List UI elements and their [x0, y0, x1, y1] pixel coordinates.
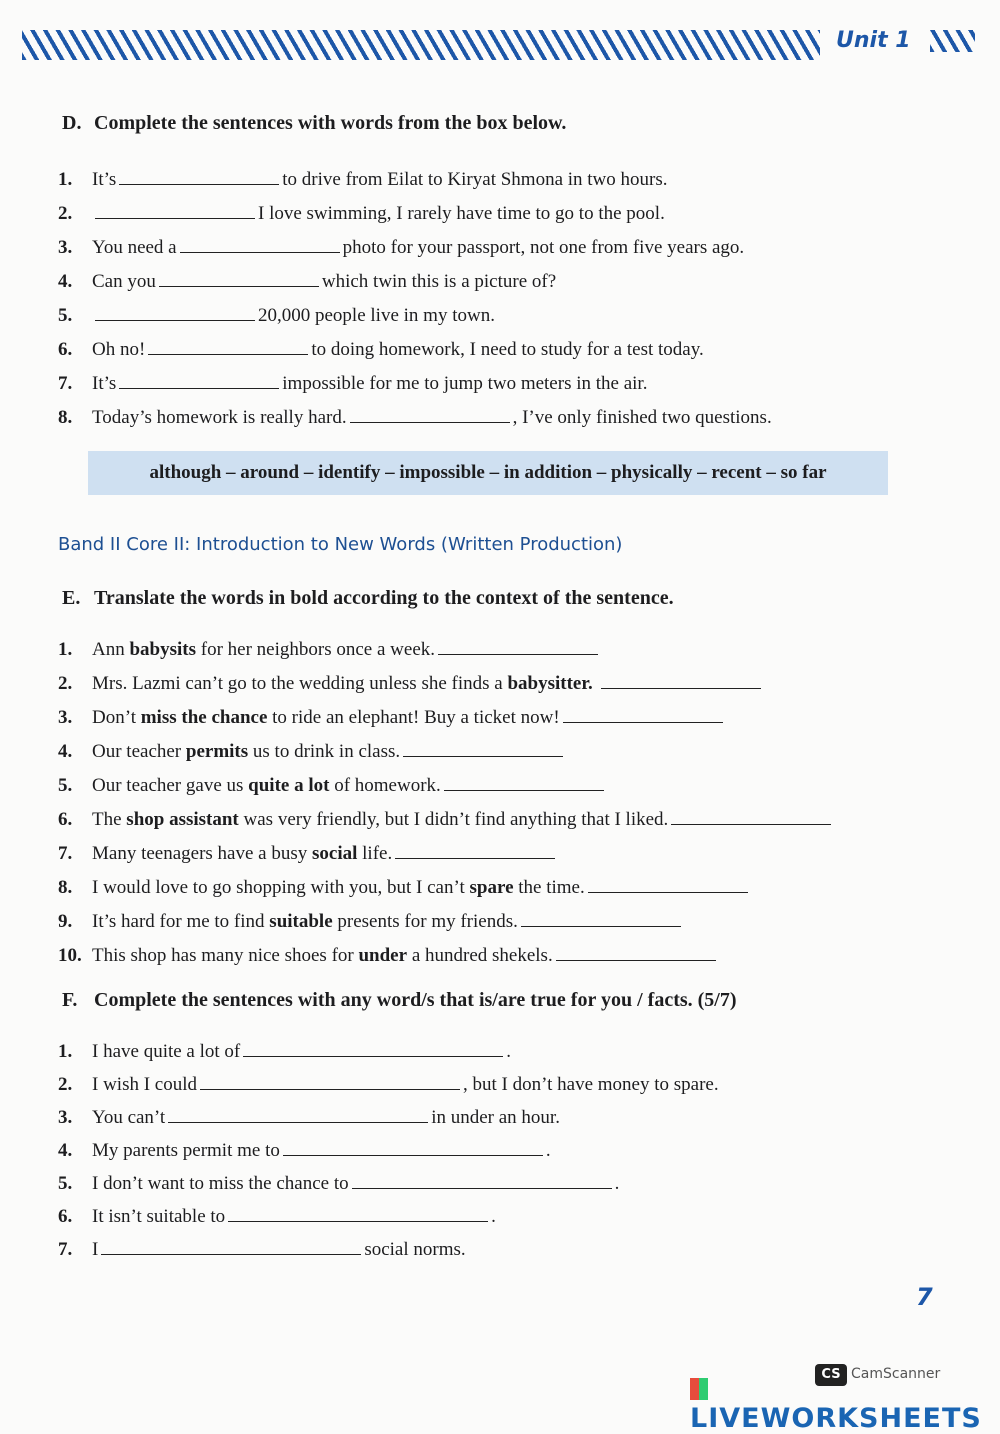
answer-blank[interactable] [438, 634, 598, 655]
answer-blank[interactable] [168, 1102, 428, 1123]
answer-blank[interactable] [159, 266, 319, 287]
item-text: Many teenagers have a busy [92, 843, 308, 864]
item-number: 6. [58, 809, 73, 830]
item-text: The [92, 809, 122, 830]
answer-blank[interactable] [228, 1201, 488, 1222]
item-number: 4. [58, 271, 73, 292]
list-item [58, 701, 834, 735]
section-f-title [62, 989, 737, 1012]
answer-blank[interactable] [521, 906, 681, 927]
item-text: life. [362, 843, 393, 864]
list-item [58, 769, 834, 803]
section-e-list [58, 633, 834, 973]
item-number: 1. [58, 1041, 73, 1062]
item-text: Don’t [92, 707, 136, 728]
answer-blank[interactable] [588, 872, 748, 893]
answer-blank[interactable] [403, 736, 563, 757]
item-text: You need a [92, 237, 177, 258]
answer-blank[interactable] [119, 164, 279, 185]
item-text: presents for my friends. [337, 911, 518, 932]
answer-blank[interactable] [601, 668, 761, 689]
section-d-list [58, 163, 772, 435]
bold-term: quite a lot [248, 775, 330, 796]
list-item [58, 367, 772, 401]
item-text: It’s hard for me to find [92, 911, 265, 932]
liveworksheets-logo[interactable] [690, 1372, 1000, 1434]
answer-blank[interactable] [395, 838, 555, 859]
list-item [58, 333, 772, 367]
list-item [58, 803, 834, 837]
item-text: , but I don’t have money to spare. [463, 1074, 719, 1095]
bold-term: social [312, 843, 358, 864]
bold-term: miss the chance [140, 707, 268, 728]
item-number: 1. [58, 169, 73, 190]
section-e-letter: E. [62, 587, 81, 609]
item-number: 7. [58, 373, 73, 394]
list-item [58, 905, 834, 939]
item-text: to doing homework, I need to study for a test today. [311, 339, 704, 360]
item-number: 7. [58, 1239, 73, 1260]
item-text: . [491, 1206, 496, 1227]
item-text: I would love to go shopping with you, but I can’t [92, 877, 465, 898]
section-d-letter: D. [62, 112, 82, 134]
item-text: My parents permit me to [92, 1140, 280, 1161]
item-text: It isn’t suitable to [92, 1206, 226, 1227]
bold-term: suitable [269, 911, 333, 932]
item-text: in under an hour. [431, 1107, 560, 1128]
section-d-instruction: Complete the sentences with words from the box below. [94, 112, 567, 134]
list-item [58, 1134, 719, 1167]
item-text: for her neighbors once a week. [200, 639, 435, 660]
bold-term: permits [185, 741, 249, 762]
item-number: 5. [58, 1173, 73, 1194]
item-text: of homework. [334, 775, 441, 796]
list-item [58, 1068, 719, 1101]
header-stripe-end [930, 30, 975, 52]
answer-blank[interactable] [148, 334, 308, 355]
item-text: Can you [92, 271, 156, 292]
band-title: Band II Core II: Introduction to New Words (Written Production) [58, 534, 623, 555]
section-e-title [62, 587, 674, 610]
list-item [58, 1200, 719, 1233]
item-text: I wish I could [92, 1074, 198, 1095]
item-text: Today’s homework is really hard. [92, 407, 347, 428]
item-text: Oh no! [92, 339, 146, 360]
list-item [58, 1167, 719, 1200]
item-text: It’s [92, 373, 117, 394]
item-number: 6. [58, 339, 73, 360]
item-text: us to drink in class. [252, 741, 401, 762]
item-text: Ann [92, 639, 125, 660]
item-text: to ride an elephant! Buy a ticket now! [272, 707, 560, 728]
list-item [58, 197, 772, 231]
answer-blank[interactable] [556, 940, 716, 961]
item-text: I love swimming, I rarely have time to go to the pool. [258, 203, 665, 224]
item-number: 1. [58, 639, 73, 660]
item-number: 4. [58, 741, 73, 762]
word-box: although – around – identify – impossible – in addition – physically – recent – so far [88, 451, 888, 495]
answer-blank[interactable] [352, 1168, 612, 1189]
item-text: Our teacher gave us [92, 775, 244, 796]
list-item [58, 735, 834, 769]
answer-blank[interactable] [563, 702, 723, 723]
list-item [58, 163, 772, 197]
page-number: 7 [916, 1283, 933, 1311]
item-text: a hundred shekels. [411, 945, 553, 966]
list-item [58, 1035, 719, 1068]
answer-blank[interactable] [671, 804, 831, 825]
section-d-title [62, 112, 566, 135]
header-stripe-bar [22, 30, 820, 60]
item-text: I [92, 1239, 99, 1260]
item-text: You can’t [92, 1107, 166, 1128]
section-f-instruction: Complete the sentences with any word/s that is/are true for you / facts. (5/7) [94, 989, 737, 1011]
item-text: This shop has many nice shoes for [92, 945, 354, 966]
item-number: 6. [58, 1206, 73, 1227]
list-item [58, 231, 772, 265]
bold-term: spare [469, 877, 514, 898]
item-number: 5. [58, 305, 73, 326]
logo-text: LIVEWORKSHEETS [690, 1403, 982, 1434]
answer-blank[interactable] [200, 1069, 460, 1090]
camscanner-icon: CS [815, 1364, 847, 1386]
item-text: to drive from Eilat to Kiryat Shmona in two hours. [282, 169, 668, 190]
answer-blank[interactable] [180, 232, 340, 253]
item-text: social norms. [364, 1239, 466, 1260]
item-number: 7. [58, 843, 73, 864]
answer-blank[interactable] [283, 1135, 543, 1156]
answer-blank[interactable] [101, 1234, 361, 1255]
list-item [58, 299, 772, 333]
item-number: 9. [58, 911, 73, 932]
item-number: 5. [58, 775, 73, 796]
answer-blank[interactable] [95, 198, 255, 219]
item-text: was very friendly, but I didn’t find anything that I liked. [243, 809, 669, 830]
item-text: 20,000 people live in my town. [258, 305, 495, 326]
list-item [58, 939, 834, 973]
item-text: It’s [92, 169, 117, 190]
section-f-letter: F. [62, 989, 78, 1011]
item-text: Our teacher [92, 741, 182, 762]
list-item [58, 265, 772, 299]
list-item [58, 1233, 719, 1266]
item-text: I have quite a lot of [92, 1041, 241, 1062]
bold-term: under [358, 945, 408, 966]
item-number: 3. [58, 237, 73, 258]
item-number: 3. [58, 707, 73, 728]
scanner-text: CamScanner [851, 1366, 941, 1382]
list-item [58, 667, 834, 701]
bold-term: babysitter. [507, 673, 593, 694]
item-text: . [506, 1041, 512, 1062]
list-item [58, 1101, 719, 1134]
section-e-instruction: Translate the words in bold according to the context of the sentence. [94, 587, 674, 609]
bold-term: shop assistant [126, 809, 239, 830]
item-number: 8. [58, 407, 73, 428]
item-text: . [614, 1173, 620, 1194]
answer-blank[interactable] [119, 368, 279, 389]
item-text: impossible for me to jump two meters in the air. [282, 373, 648, 394]
answer-blank[interactable] [444, 770, 604, 791]
item-text: . [545, 1140, 551, 1161]
list-item [58, 401, 772, 435]
item-number: 3. [58, 1107, 73, 1128]
item-number: 2. [58, 673, 73, 694]
item-text: I don’t want to miss the chance to [92, 1173, 349, 1194]
section-f-list [58, 1035, 719, 1266]
item-text: the time. [518, 877, 585, 898]
item-number: 4. [58, 1140, 73, 1161]
item-number: 8. [58, 877, 73, 898]
item-text: which twin this is a picture of? [321, 271, 557, 292]
item-text: photo for your passport, not one from five years ago. [342, 237, 745, 258]
answer-blank[interactable] [350, 402, 510, 423]
bold-term: babysits [129, 639, 197, 660]
item-text: , I’ve only finished two questions. [512, 407, 772, 428]
item-number: 2. [58, 203, 73, 224]
liveworksheets-icon [690, 1378, 708, 1400]
answer-blank[interactable] [95, 300, 255, 321]
answer-blank[interactable] [243, 1036, 503, 1057]
item-number: 2. [58, 1074, 73, 1095]
unit-label: Unit 1 [836, 28, 911, 53]
list-item [58, 871, 834, 905]
item-text: Mrs. Lazmi can’t go to the wedding unless she finds a [92, 673, 503, 694]
list-item [58, 633, 834, 667]
list-item [58, 837, 834, 871]
item-number: 10. [58, 945, 82, 966]
